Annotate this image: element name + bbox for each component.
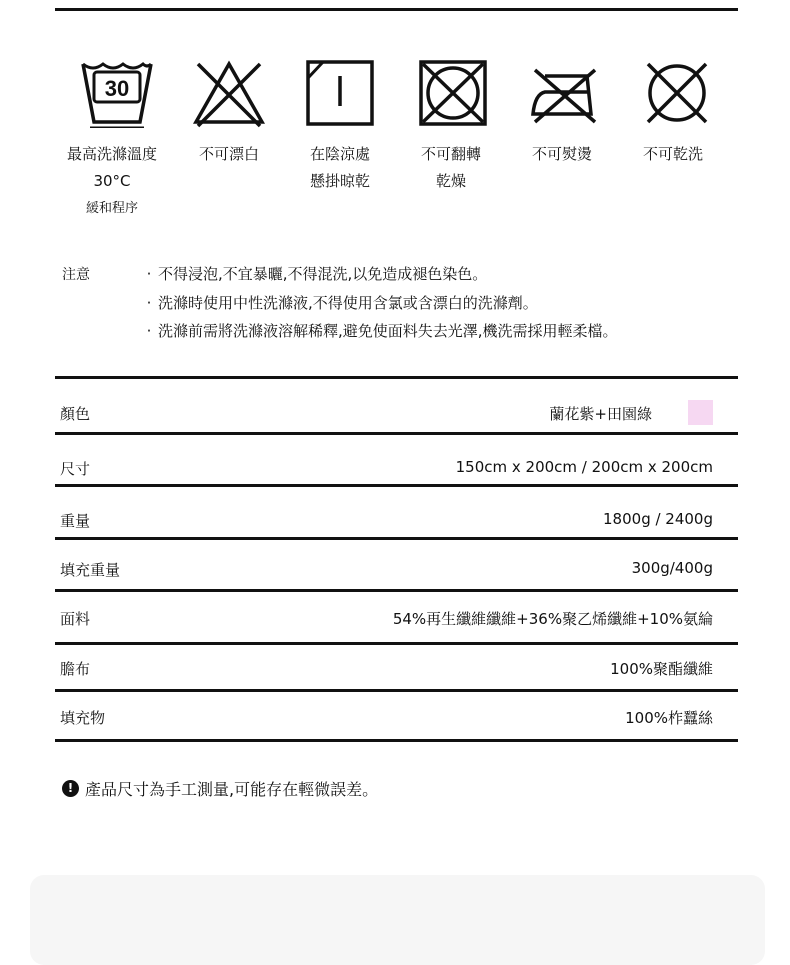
table-rule <box>55 739 738 742</box>
care-label-no-dry-clean-text: 不可乾洗 <box>642 145 703 163</box>
no-dry-clean-icon <box>640 58 714 128</box>
care-label-no-tumble <box>391 141 511 195</box>
table-rule <box>55 376 738 379</box>
spec-label-filling: 填充物 <box>60 709 106 727</box>
top-rule <box>55 8 738 11</box>
table-rule <box>55 484 738 487</box>
spec-label-size: 尺寸 <box>60 460 91 478</box>
table-rule <box>55 432 738 435</box>
note-text-2: 洗滌時使用中性洗滌液,不得使用含氯或含漂白的洗滌劑。 <box>158 294 538 312</box>
spec-label-weight: 重量 <box>60 512 91 530</box>
care-label-wash-mode: 緩和程序 <box>85 201 138 216</box>
wash-30-icon <box>80 58 154 128</box>
disclaimer-text: 產品尺寸為手工測量,可能存在輕微誤差。 <box>85 780 379 799</box>
spec-value-weight: 1800g / 2400g <box>603 510 713 528</box>
exclamation-icon: ! <box>62 780 79 797</box>
color-swatch <box>688 400 713 425</box>
no-bleach-icon <box>192 58 266 128</box>
spec-label-lining: 膽布 <box>60 660 91 678</box>
care-label-no-iron <box>502 141 622 168</box>
spec-label-fabric: 面料 <box>60 610 91 628</box>
no-iron-icon <box>527 58 601 128</box>
care-label-line-dry <box>280 141 400 195</box>
spec-value-size: 150cm x 200cm / 200cm x 200cm <box>455 458 713 476</box>
spec-value-fill-weight: 300g/400g <box>631 559 713 577</box>
notes-title: 注意 <box>62 267 90 283</box>
care-label-line-dry-line2: 懸掛晾乾 <box>309 172 370 190</box>
note-line-1 <box>140 263 487 284</box>
care-label-wash-title: 最高洗滌溫度 <box>66 145 157 163</box>
table-rule <box>55 537 738 540</box>
disclaimer <box>62 777 378 800</box>
note-text-3: 洗滌前需將洗滌液溶解稀釋,避免使面料失去光澤,機洗需採用輕柔檔。 <box>158 322 618 340</box>
note-line-3 <box>140 320 618 341</box>
care-label-no-bleach-text: 不可漂白 <box>198 145 259 163</box>
spec-value-color: 蘭花紫+田園綠 <box>549 405 652 423</box>
note-line-2 <box>140 292 538 313</box>
care-label-wash <box>52 141 172 222</box>
bullet: · <box>146 265 152 283</box>
line-dry-shade-icon <box>303 58 377 128</box>
care-label-line-dry-line1: 在陰涼處 <box>309 145 370 163</box>
care-label-no-iron-text: 不可熨燙 <box>531 145 592 163</box>
care-label-no-tumble-line2: 乾燥 <box>435 172 466 190</box>
table-rule <box>55 589 738 592</box>
bullet: · <box>146 294 152 312</box>
care-label-no-dry-clean <box>613 141 733 168</box>
bullet: · <box>146 322 152 340</box>
spec-value-fabric: 54%再生纖維纖維+36%聚乙烯纖維+10%氨綸 <box>392 610 713 628</box>
spec-value-filling: 100%柞蠶絲 <box>625 709 713 727</box>
wash-temp-text: 30 <box>104 76 130 101</box>
bottom-card <box>30 875 765 965</box>
note-text-1: 不得浸泡,不宜暴曬,不得混洗,以免造成褪色染色。 <box>158 265 488 283</box>
no-tumble-dry-icon <box>416 58 490 128</box>
care-label-no-bleach <box>169 141 289 168</box>
table-rule <box>55 689 738 692</box>
table-rule <box>55 642 738 645</box>
spec-label-color: 顏色 <box>60 405 91 423</box>
care-label-wash-temp: 30°C <box>93 172 131 190</box>
spec-label-fill-weight: 填充重量 <box>60 561 121 579</box>
care-label-no-tumble-line1: 不可翻轉 <box>420 145 481 163</box>
spec-value-lining: 100%聚酯纖維 <box>610 660 713 678</box>
